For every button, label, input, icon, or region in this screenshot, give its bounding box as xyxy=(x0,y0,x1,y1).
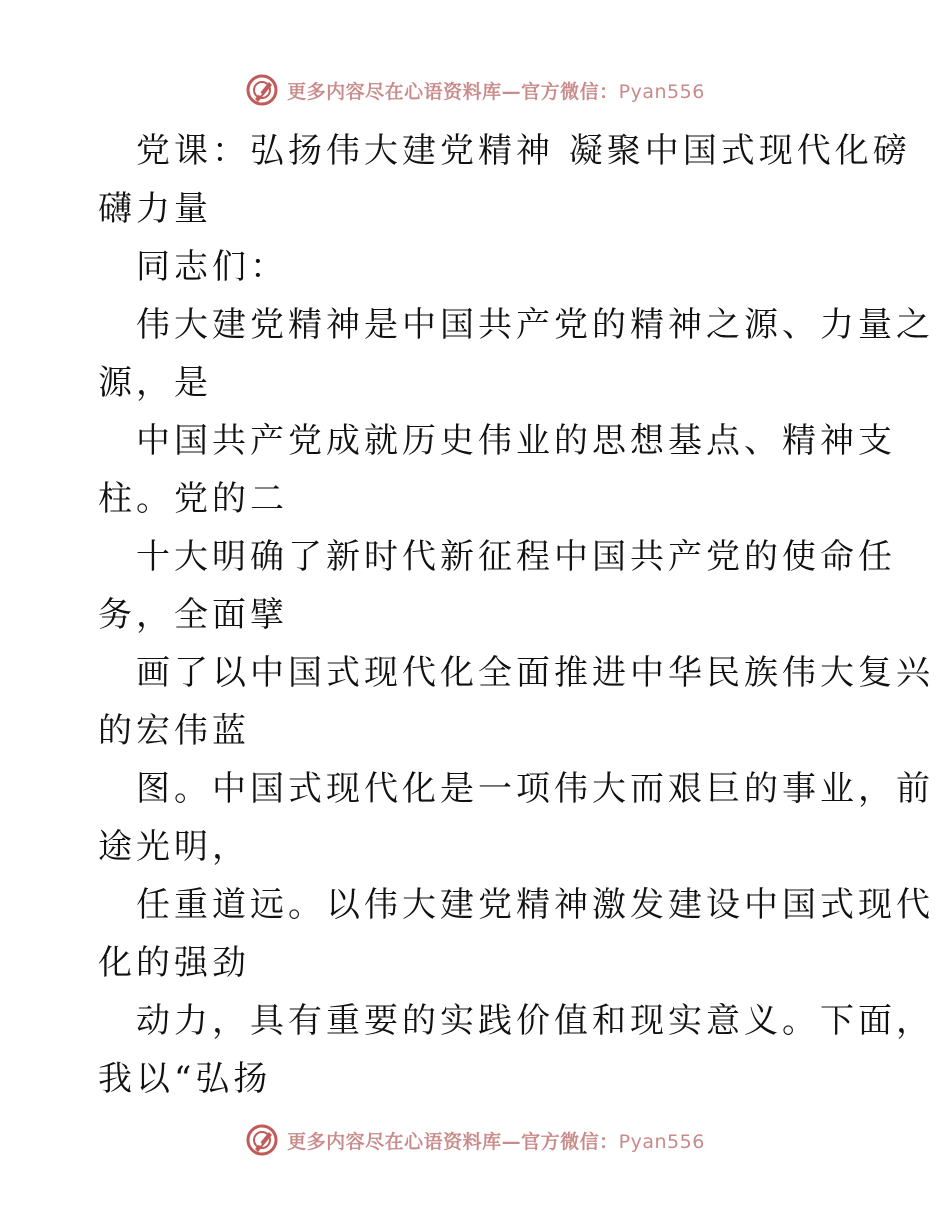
footer-banner xyxy=(0,1120,950,1160)
title-line-1: 党课：弘扬伟大建党精神 凝聚中国式现代化磅 xyxy=(136,131,911,171)
paragraph-line: 柱。党的二 xyxy=(98,479,288,519)
paragraph-line: 伟大建党精神是中国共产党的精神之源、力量之 xyxy=(136,305,934,345)
paragraph-line: 画了以中国式现代化全面推进中华民族伟大复兴 xyxy=(136,653,934,693)
salutation: 同志们： xyxy=(136,247,288,287)
banner-text: 更多内容尽在心语资料库—官方微信：Pyan556 xyxy=(287,1130,705,1153)
document-body xyxy=(98,122,934,1108)
paragraph-line: 务，全面擘 xyxy=(98,595,288,635)
banner-text: 更多内容尽在心语资料库—官方微信：Pyan556 xyxy=(287,80,705,103)
paragraph-line: 的宏伟蓝 xyxy=(98,711,250,751)
paragraph-line: 动力，具有重要的实践价值和现实意义。下面， xyxy=(136,1001,934,1041)
header-banner xyxy=(0,70,950,110)
paragraph-line: 十大明确了新时代新征程中国共产党的使命任 xyxy=(136,537,896,577)
title-line-2: 礴力量 xyxy=(98,189,212,229)
paragraph-line: 我以“弘扬 xyxy=(98,1059,272,1099)
paragraph-line: 中国共产党成就历史伟业的思想基点、精神支 xyxy=(136,421,896,461)
wechat-id: Pyan556 xyxy=(618,1130,705,1153)
paragraph-line: 途光明， xyxy=(98,827,250,867)
paragraph-line: 任重道远。以伟大建党精神激发建设中国式现代 xyxy=(136,885,934,925)
pen-nib-logo-icon xyxy=(245,73,279,107)
paragraph-line: 图。中国式现代化是一项伟大而艰巨的事业，前 xyxy=(136,769,934,809)
paragraph-line: 化的强劲 xyxy=(98,943,250,983)
wechat-id: Pyan556 xyxy=(618,80,705,103)
paragraph-line: 源，是 xyxy=(98,363,212,403)
pen-nib-logo-icon xyxy=(245,1123,279,1157)
